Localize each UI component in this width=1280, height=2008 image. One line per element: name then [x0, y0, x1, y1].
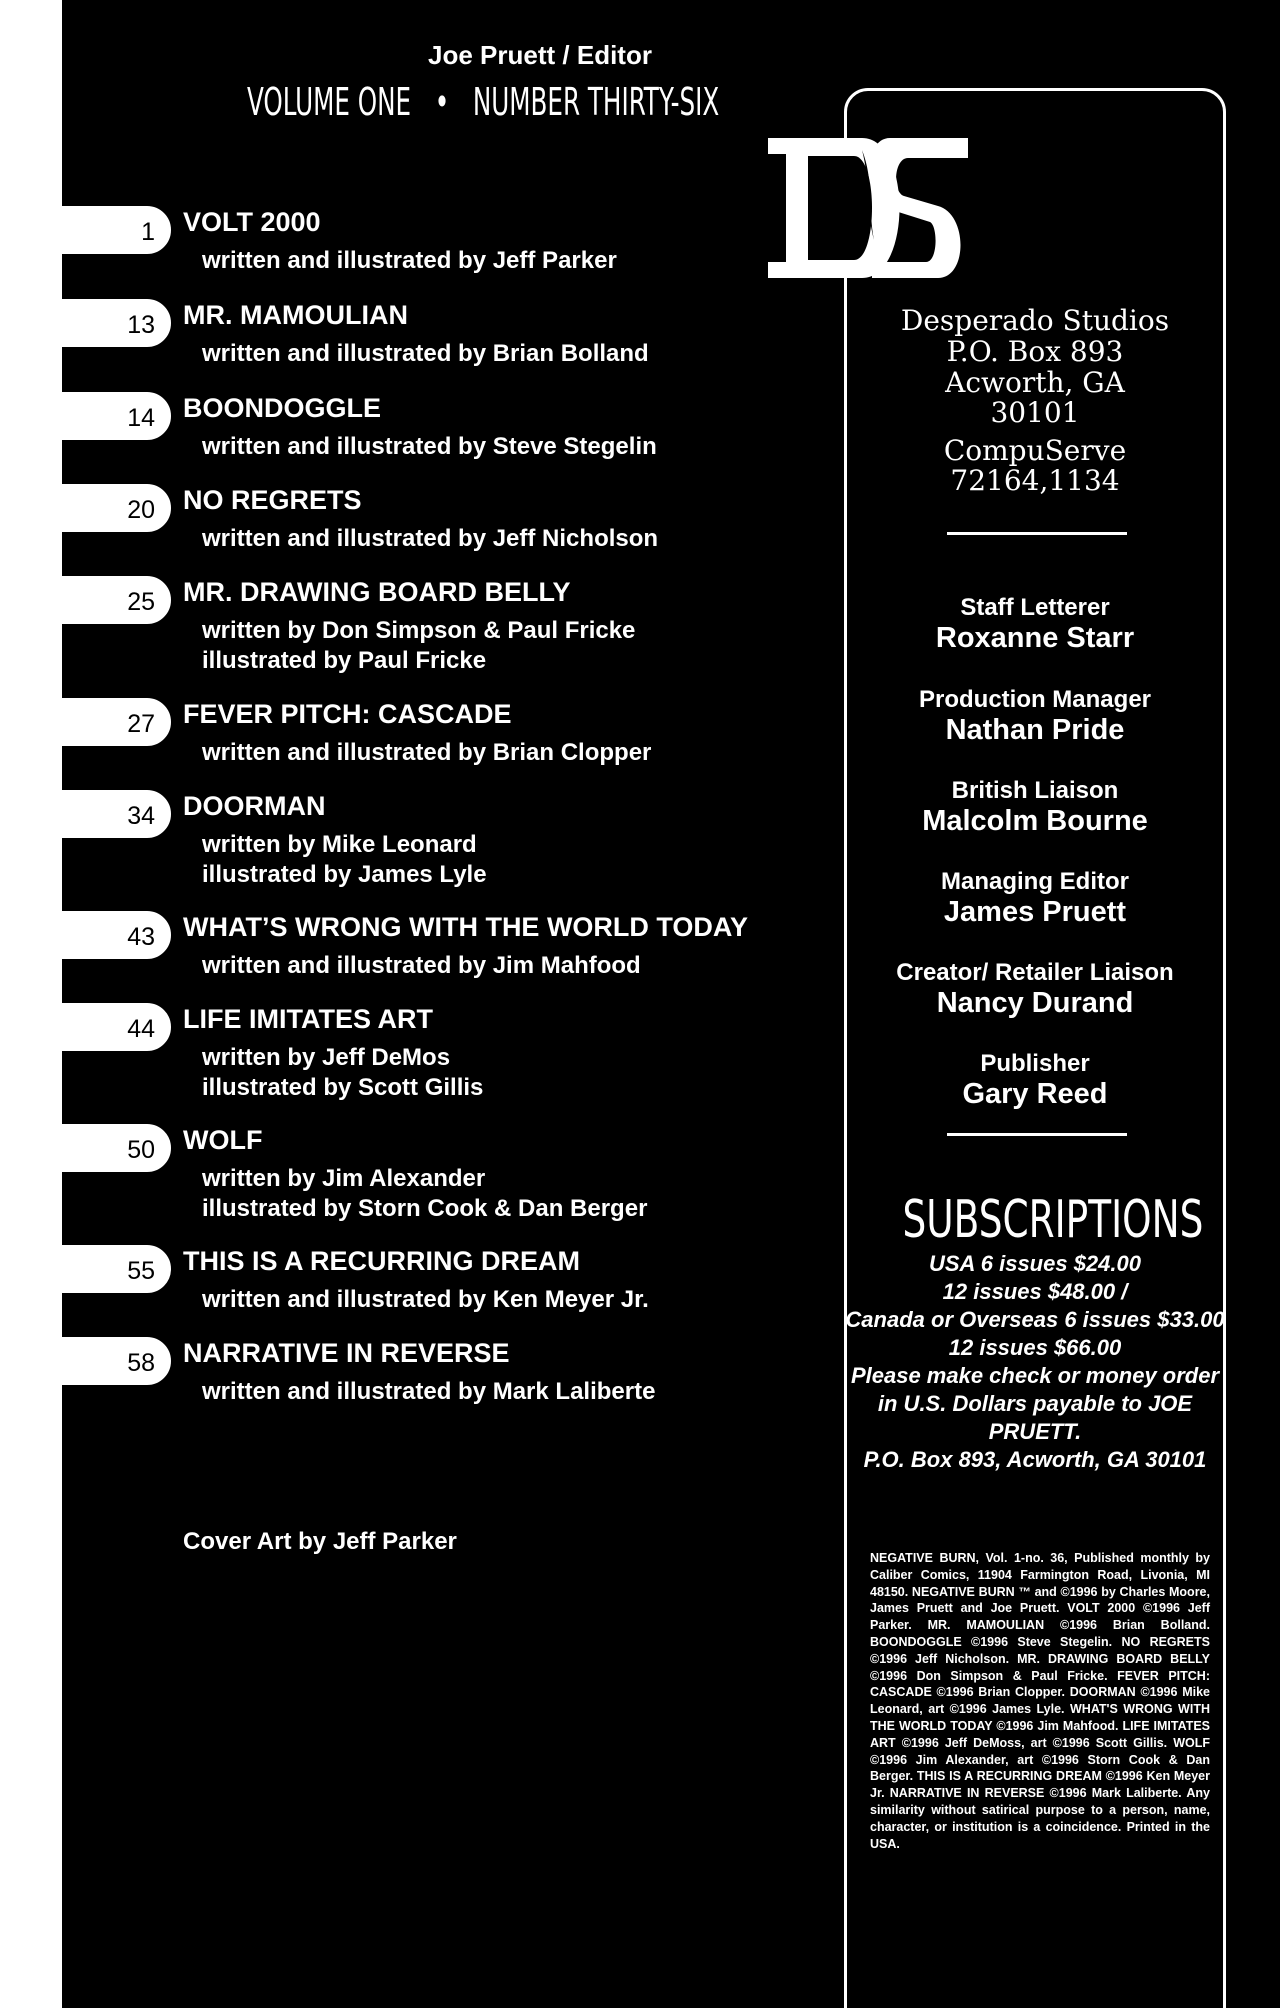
subscription-line: 12 issues $48.00 / — [942, 1279, 1128, 1304]
staff-name: James Pruett — [943, 896, 1127, 928]
staff-credit — [844, 1050, 1226, 1111]
staff-name: Nancy Durand — [936, 987, 1134, 1019]
subscription-line: 12 issues $66.00 — [948, 1335, 1122, 1360]
staff-name: Roxanne Starr — [935, 622, 1135, 654]
story-credit: illustrated by Scott Gillis — [202, 1074, 484, 1101]
contents-page — [62, 0, 1280, 2008]
compuserve-label: CompuServe — [943, 434, 1127, 467]
story-credit: written and illustrated by Mark Laliberte — [202, 1378, 656, 1405]
story-title: NARRATIVE IN REVERSE — [183, 1338, 510, 1368]
subscription-line: Canada or Overseas 6 issues $33.00 — [845, 1307, 1225, 1332]
story-title: THIS IS A RECURRING DREAM — [183, 1246, 581, 1276]
story-title: VOLT 2000 — [183, 207, 321, 237]
staff-name: Gary Reed — [962, 1078, 1108, 1110]
page-number: 27 — [127, 710, 155, 738]
page-number: 58 — [127, 1349, 155, 1377]
staff-role: Creator/ Retailer Liaison — [896, 959, 1174, 986]
staff-credit — [844, 959, 1226, 1020]
staff-credit — [844, 686, 1226, 747]
page-number: 1 — [141, 218, 155, 246]
page-number: 25 — [127, 588, 155, 616]
staff-role: Managing Editor — [941, 868, 1129, 895]
story-credit: written by Jeff DeMos — [202, 1044, 451, 1071]
staff-name: Nathan Pride — [945, 714, 1125, 746]
bullet-separator: • — [434, 80, 450, 124]
page-number-tab — [62, 389, 174, 443]
story-credit: written and illustrated by Ken Meyer Jr. — [202, 1286, 649, 1313]
staff-name: Malcolm Bourne — [922, 805, 1148, 837]
compuserve-id: 72164,1134 — [950, 464, 1120, 497]
page-number: 44 — [127, 1015, 155, 1043]
page-number-tab — [62, 481, 174, 535]
page-number-tab — [62, 296, 174, 350]
page-number: 55 — [127, 1257, 155, 1285]
subscriptions-heading-text: SUBSCRIPTIONS — [902, 1190, 1204, 1250]
staff-role: Publisher — [980, 1050, 1090, 1077]
page-number: 13 — [127, 311, 155, 339]
subscription-line: P.O. Box 893, Acworth, GA 30101 — [863, 1447, 1207, 1472]
page-number-tab — [62, 1334, 174, 1388]
editor-credit: Joe Pruett / Editor — [428, 40, 652, 70]
page-number: 14 — [127, 404, 155, 432]
page-number-tab — [62, 908, 174, 962]
story-credit: written and illustrated by Jim Mahfood — [202, 952, 641, 979]
story-credit: illustrated by James Lyle — [202, 861, 487, 888]
story-title: WHAT’S WRONG WITH THE WORLD TODAY — [183, 912, 748, 942]
page-number-tab — [62, 203, 174, 257]
page-number: 43 — [127, 923, 155, 951]
story-credit: written and illustrated by Jeff Parker — [202, 247, 617, 274]
story-title: LIFE IMITATES ART — [183, 1004, 433, 1034]
story-title: FEVER PITCH: CASCADE — [183, 699, 512, 729]
subscriptions-info — [844, 1250, 1226, 1474]
subscription-line: Please make check or money order — [850, 1363, 1220, 1388]
story-credit: written by Mike Leonard — [202, 831, 477, 858]
story-title: DOORMAN — [183, 791, 326, 821]
story-credit: illustrated by Paul Fricke — [202, 647, 487, 674]
staff-credit — [844, 594, 1226, 655]
story-title: MR. DRAWING BOARD BELLY — [183, 577, 571, 607]
staff-credit — [844, 868, 1226, 929]
subscriptions-heading — [844, 1190, 1226, 1250]
story-credit: written by Jim Alexander — [202, 1165, 486, 1192]
page-number: 34 — [127, 802, 155, 830]
story-credit: written and illustrated by Brian Bolland — [202, 340, 649, 367]
volume-label: VOLUME ONE — [247, 80, 412, 124]
volume-issue-heading — [247, 80, 719, 124]
ds-logo-icon — [762, 130, 974, 286]
subscription-line: in U.S. Dollars payable to JOE PRUETT. — [877, 1391, 1193, 1444]
page-number-tab — [62, 787, 174, 841]
studio-city: Acworth, GA — [945, 366, 1125, 399]
studio-po-box: P.O. Box 893 — [946, 335, 1124, 368]
story-title: WOLF — [183, 1125, 263, 1155]
studio-name: Desperado Studios — [900, 304, 1170, 337]
staff-role: British Liaison — [951, 777, 1119, 804]
staff-role: Production Manager — [918, 686, 1152, 713]
divider — [947, 1133, 1127, 1136]
story-credit: written by Don Simpson & Paul Fricke — [202, 617, 636, 644]
story-title: MR. MAMOULIAN — [183, 300, 408, 330]
page-number-tab — [62, 1000, 174, 1054]
divider — [947, 532, 1127, 535]
staff-credit — [844, 777, 1226, 838]
story-credit: written and illustrated by Steve Stegelin — [202, 433, 657, 460]
story-title: NO REGRETS — [183, 485, 362, 515]
legal-indicia: NEGATIVE BURN, Vol. 1-no. 36, Published monthly by Caliber Comics, 11904 Farmington Road, Livonia, MI 48150. NEGATIVE BURN ™ and ©1996 by Charles Moore, James Pruett and Joe Pruett. VOLT 2000 ©1996 Jeff Parker. MR. MAMOULIAN ©1996 Brian Bolland. BOONDOGGLE ©1996 Steve Stegelin. NO REGRETS ©1996 Jeff Nicholson. MR. DRAWING BOARD BELLY ©1996 Don Simpson & Paul Fricke. FEVER PITCH: CASCADE ©1996 Brian Clopper. DOORMAN ©1996 Mike Leonard, art ©1996 James Lyle. WHAT'S WRONG WITH THE WORLD TODAY ©1996 Jim Mahfood. LIFE IMITATES ART ©1996 Jeff DeMoss, art ©1996 Scott Gillis. WOLF ©1996 Jim Alexander, art ©1996 Storn Cook & Dan Berger. THIS IS A RECURRING DREAM ©1996 Ken Meyer Jr. NARRATIVE IN REVERSE ©1996 Mark Laliberte. Any similarity without satirical purpose to a person, name, character, or institution is a coincidence. Printed in the USA. — [870, 1551, 1210, 1851]
story-credit: written and illustrated by Brian Clopper — [202, 739, 652, 766]
page-number-tab — [62, 695, 174, 749]
issue-label: NUMBER THIRTY-SIX — [472, 80, 720, 124]
page-number-tab — [62, 573, 174, 627]
staff-role: Staff Letterer — [960, 594, 1110, 621]
story-credit: illustrated by Storn Cook & Dan Berger — [202, 1195, 648, 1222]
subscription-line: USA 6 issues $24.00 — [929, 1251, 1141, 1276]
page-number: 50 — [127, 1136, 155, 1164]
studio-zip: 30101 — [990, 396, 1080, 429]
page-number-tab — [62, 1121, 174, 1175]
story-credit: written and illustrated by Jeff Nicholson — [202, 525, 659, 552]
cover-credit: Cover Art by Jeff Parker — [183, 1528, 457, 1555]
page-number: 20 — [127, 496, 155, 524]
story-title: BOONDOGGLE — [183, 393, 382, 423]
page-number-tab — [62, 1242, 174, 1296]
